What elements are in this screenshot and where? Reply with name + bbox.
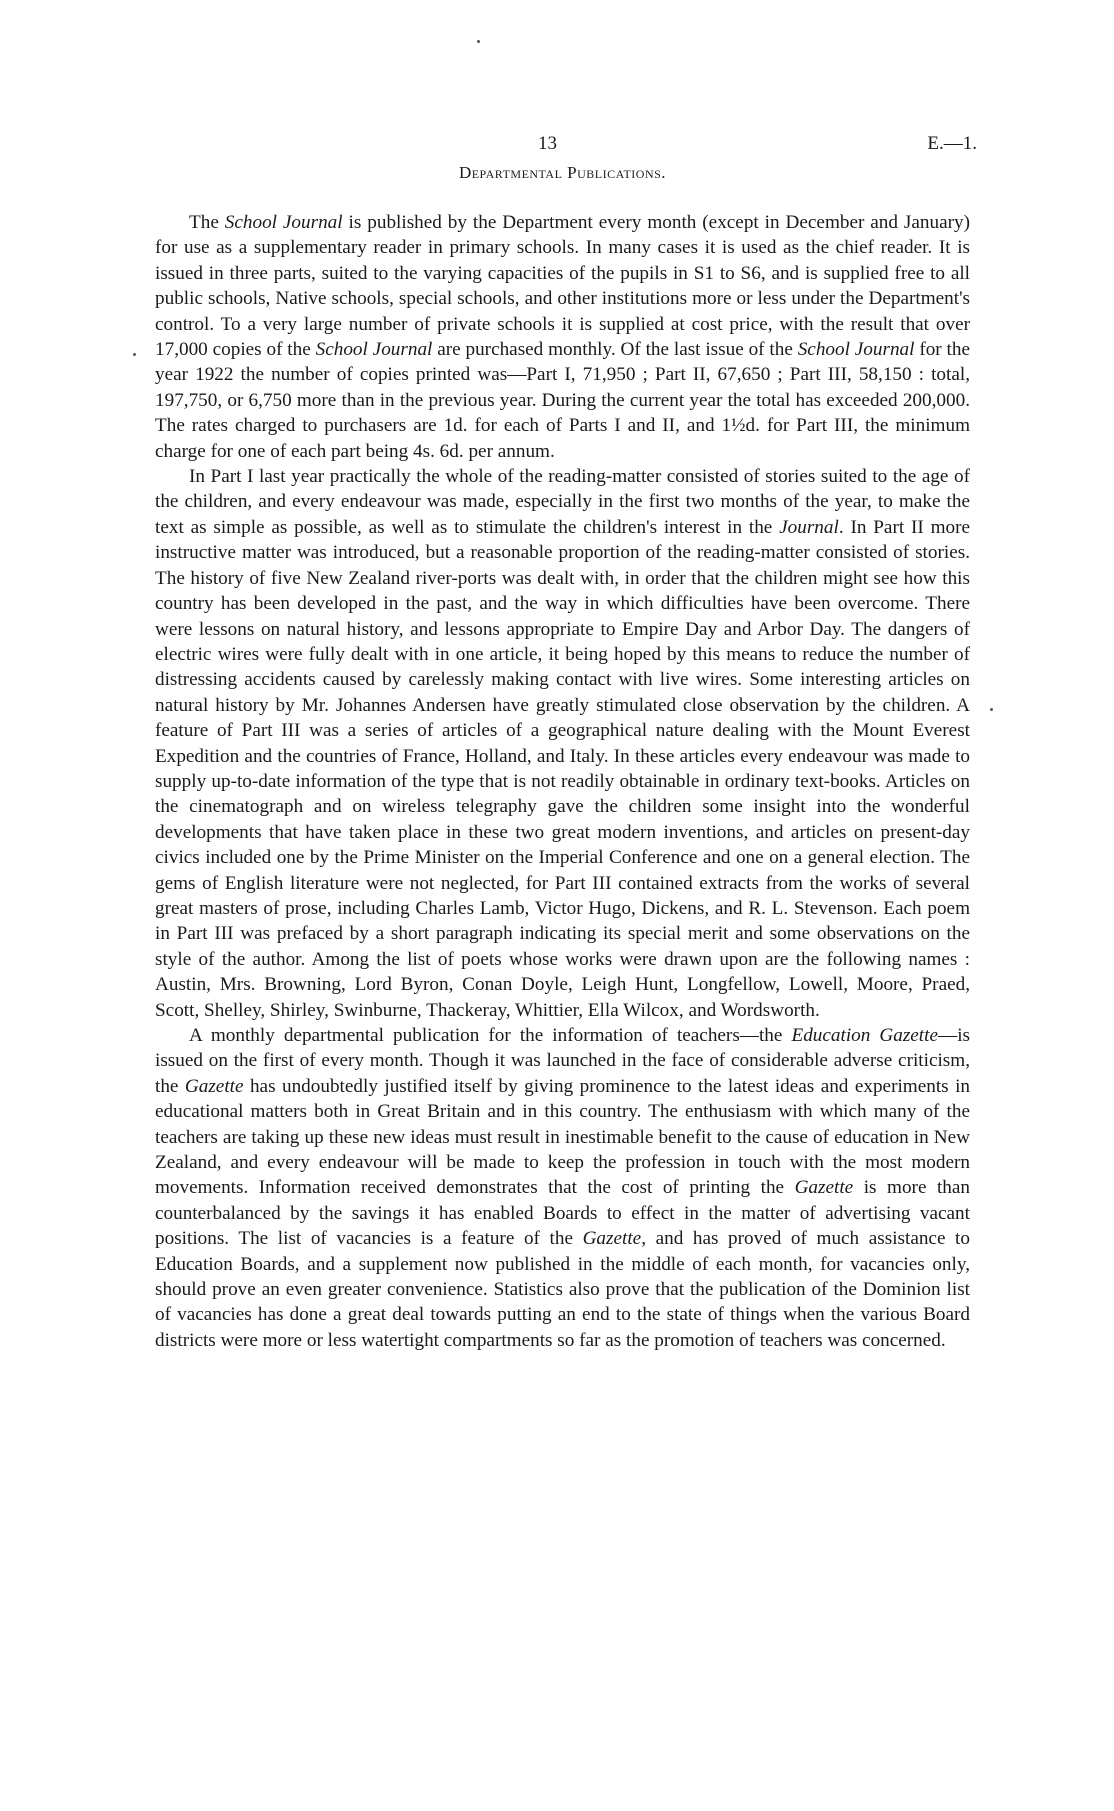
- paragraph-education-gazette: [155, 1023, 970, 1353]
- publication-title: School Journal: [315, 339, 433, 361]
- text-run: are purchased monthly. Of the last issue of the: [432, 339, 798, 361]
- text-run: is more than counterbalanced by the savings it has enabled Boards to effect in the matter of advertising vacant positions. The list of vacancies is a feature of the: [155, 1177, 971, 1250]
- text-run: is published by the Department every month (except in December and January) for use as a supplementary reader in primary schools. In many cases it is used as the chief reader. It is issued in three parts, suited to the varying capacities of the pupils in S1 to S6, and is supplied free to all public schools, Native schools, special schools, and other institutions more or less under the Department's control. To a very large number of private schools it is supplied at cost price, with the result that over 17,000 copies of the: [155, 212, 970, 361]
- paragraph-school-journal: [155, 210, 970, 464]
- document-page: [155, 0, 977, 1351]
- text-run: . In Part II more instructive matter was introduced, but a reasonable proportion of the reading-matter consisted of stories. The history of five New Zealand river-ports was dealt with, in order that the children might see how this country has been developed in the past, and the way in which difficulties have been overcome. There were lessons on natural history, and lessons appropriate to Empire Day and Arbor Day. The dangers of electric wires were fully dealt with in one article, it being hoped by this means to reduce the number of distressing accidents caused by carelessly making contact with live wires. Some interesting articles on natural history by Mr. Johannes Andersen have greatly stimulated close observation by the children. A feature of Part III was a series of articles of a geographical nature dealing with the Mount Everest Expedition and the countries of France, Holland, and Italy. In these articles every endeavour was made to supply up-to-date information of the type that is not readily obtainable in ordinary text-books. Articles on the cinematograph and on wireless telegraphy gave the children some insight into the wonderful developments that have taken place in these two great modern inventions, and articles on present-day civics included one by the Prime Minister on the Imperial Conference and one on a general election. The gems of English literature were not neglected, for Part III contained extracts from the works of several great masters of prose, including Charles Lamb, Victor Hugo, Dickens, and R. L. Stevenson. Each poem in Part III was prefaced by a short paragraph indicating its special merit and some observations on the style of the author. Among the list of poets whose works were drawn upon are the following names : Austin, Mrs. Browning, Lord Byron, Conan Doyle, Leigh Hunt, Longfellow, Lowell, Moore, Praed, Scott, Shelley, Shirley, Swinburne, Thackeray, Whittier, Ella Wilcox, and Wordsworth.: [155, 516, 970, 1021]
- publication-title: Education Gazette: [791, 1025, 938, 1046]
- text-run: —is issued on the first of every month. Though it was launched in the face of considerable adverse criticism, the: [155, 1025, 970, 1097]
- publication-title: Gazette: [794, 1177, 854, 1199]
- publication-title: Gazette: [184, 1075, 244, 1097]
- publication-title: School Journal: [224, 212, 343, 233]
- text-run: for the year 1922 the number of copies printed was—Part I, 71,950 ; Part II, 67,650 ; Part III, 58,150 : total, 197,750, or 6,750 more than in the previous year. During the current year the total has exceeded 200,000. The rates charged to purchasers are 1d. for each of Parts I and II, and 1½d. for Part III, the minimum charge for one of each part being 4s. 6d. per annum.: [155, 339, 970, 462]
- publication-title: School Journal: [797, 339, 915, 361]
- publication-title: Gazette: [582, 1228, 642, 1250]
- scan-speck: [133, 353, 136, 356]
- publication-title: Journal: [779, 516, 839, 538]
- text-run: A monthly departmental publication for the information of teachers—the: [189, 1025, 792, 1046]
- page-number: 13: [538, 133, 557, 154]
- text-run: In Part I last year practically the whole of the reading-matter consisted of stories suited to the age of the children, and every endeavour was made, especially in the first two months of the year, to make the text as simple as possible, as well as to stimulate the children's interest in the: [155, 466, 970, 538]
- series-code: E.—1.: [927, 133, 977, 154]
- body-text: [155, 210, 970, 1353]
- text-run: The: [189, 212, 225, 233]
- text-run: , and has proved of much assistance to Education Boards, and a supplement now published in the middle of each month, for vacancies only, should prove an even greater convenience. Statistics also prove that the publication of the Dominion list of vacancies has done a great deal towards putting an end to the state of things when the various Board districts were more or less watertight compartments so far as the promotion of teachers was concerned.: [155, 1228, 970, 1351]
- paragraph-journal-contents: [155, 464, 970, 1023]
- page-header: [155, 0, 977, 182]
- text-run: has undoubtedly justified itself by giving prominence to the latest ideas and experiments in educational matters both in Great Britain and in this country. The enthusiasm with which many of the teachers are taking up these new ideas must result in inestimable benefit to the cause of education in New Zealand, and every endeavour will be made to keep the profession in touch with the most modern movements. Information received demonstrates that the cost of printing the: [155, 1075, 970, 1199]
- scan-speck: [990, 708, 993, 711]
- section-title: Departmental Publications.: [458, 163, 667, 182]
